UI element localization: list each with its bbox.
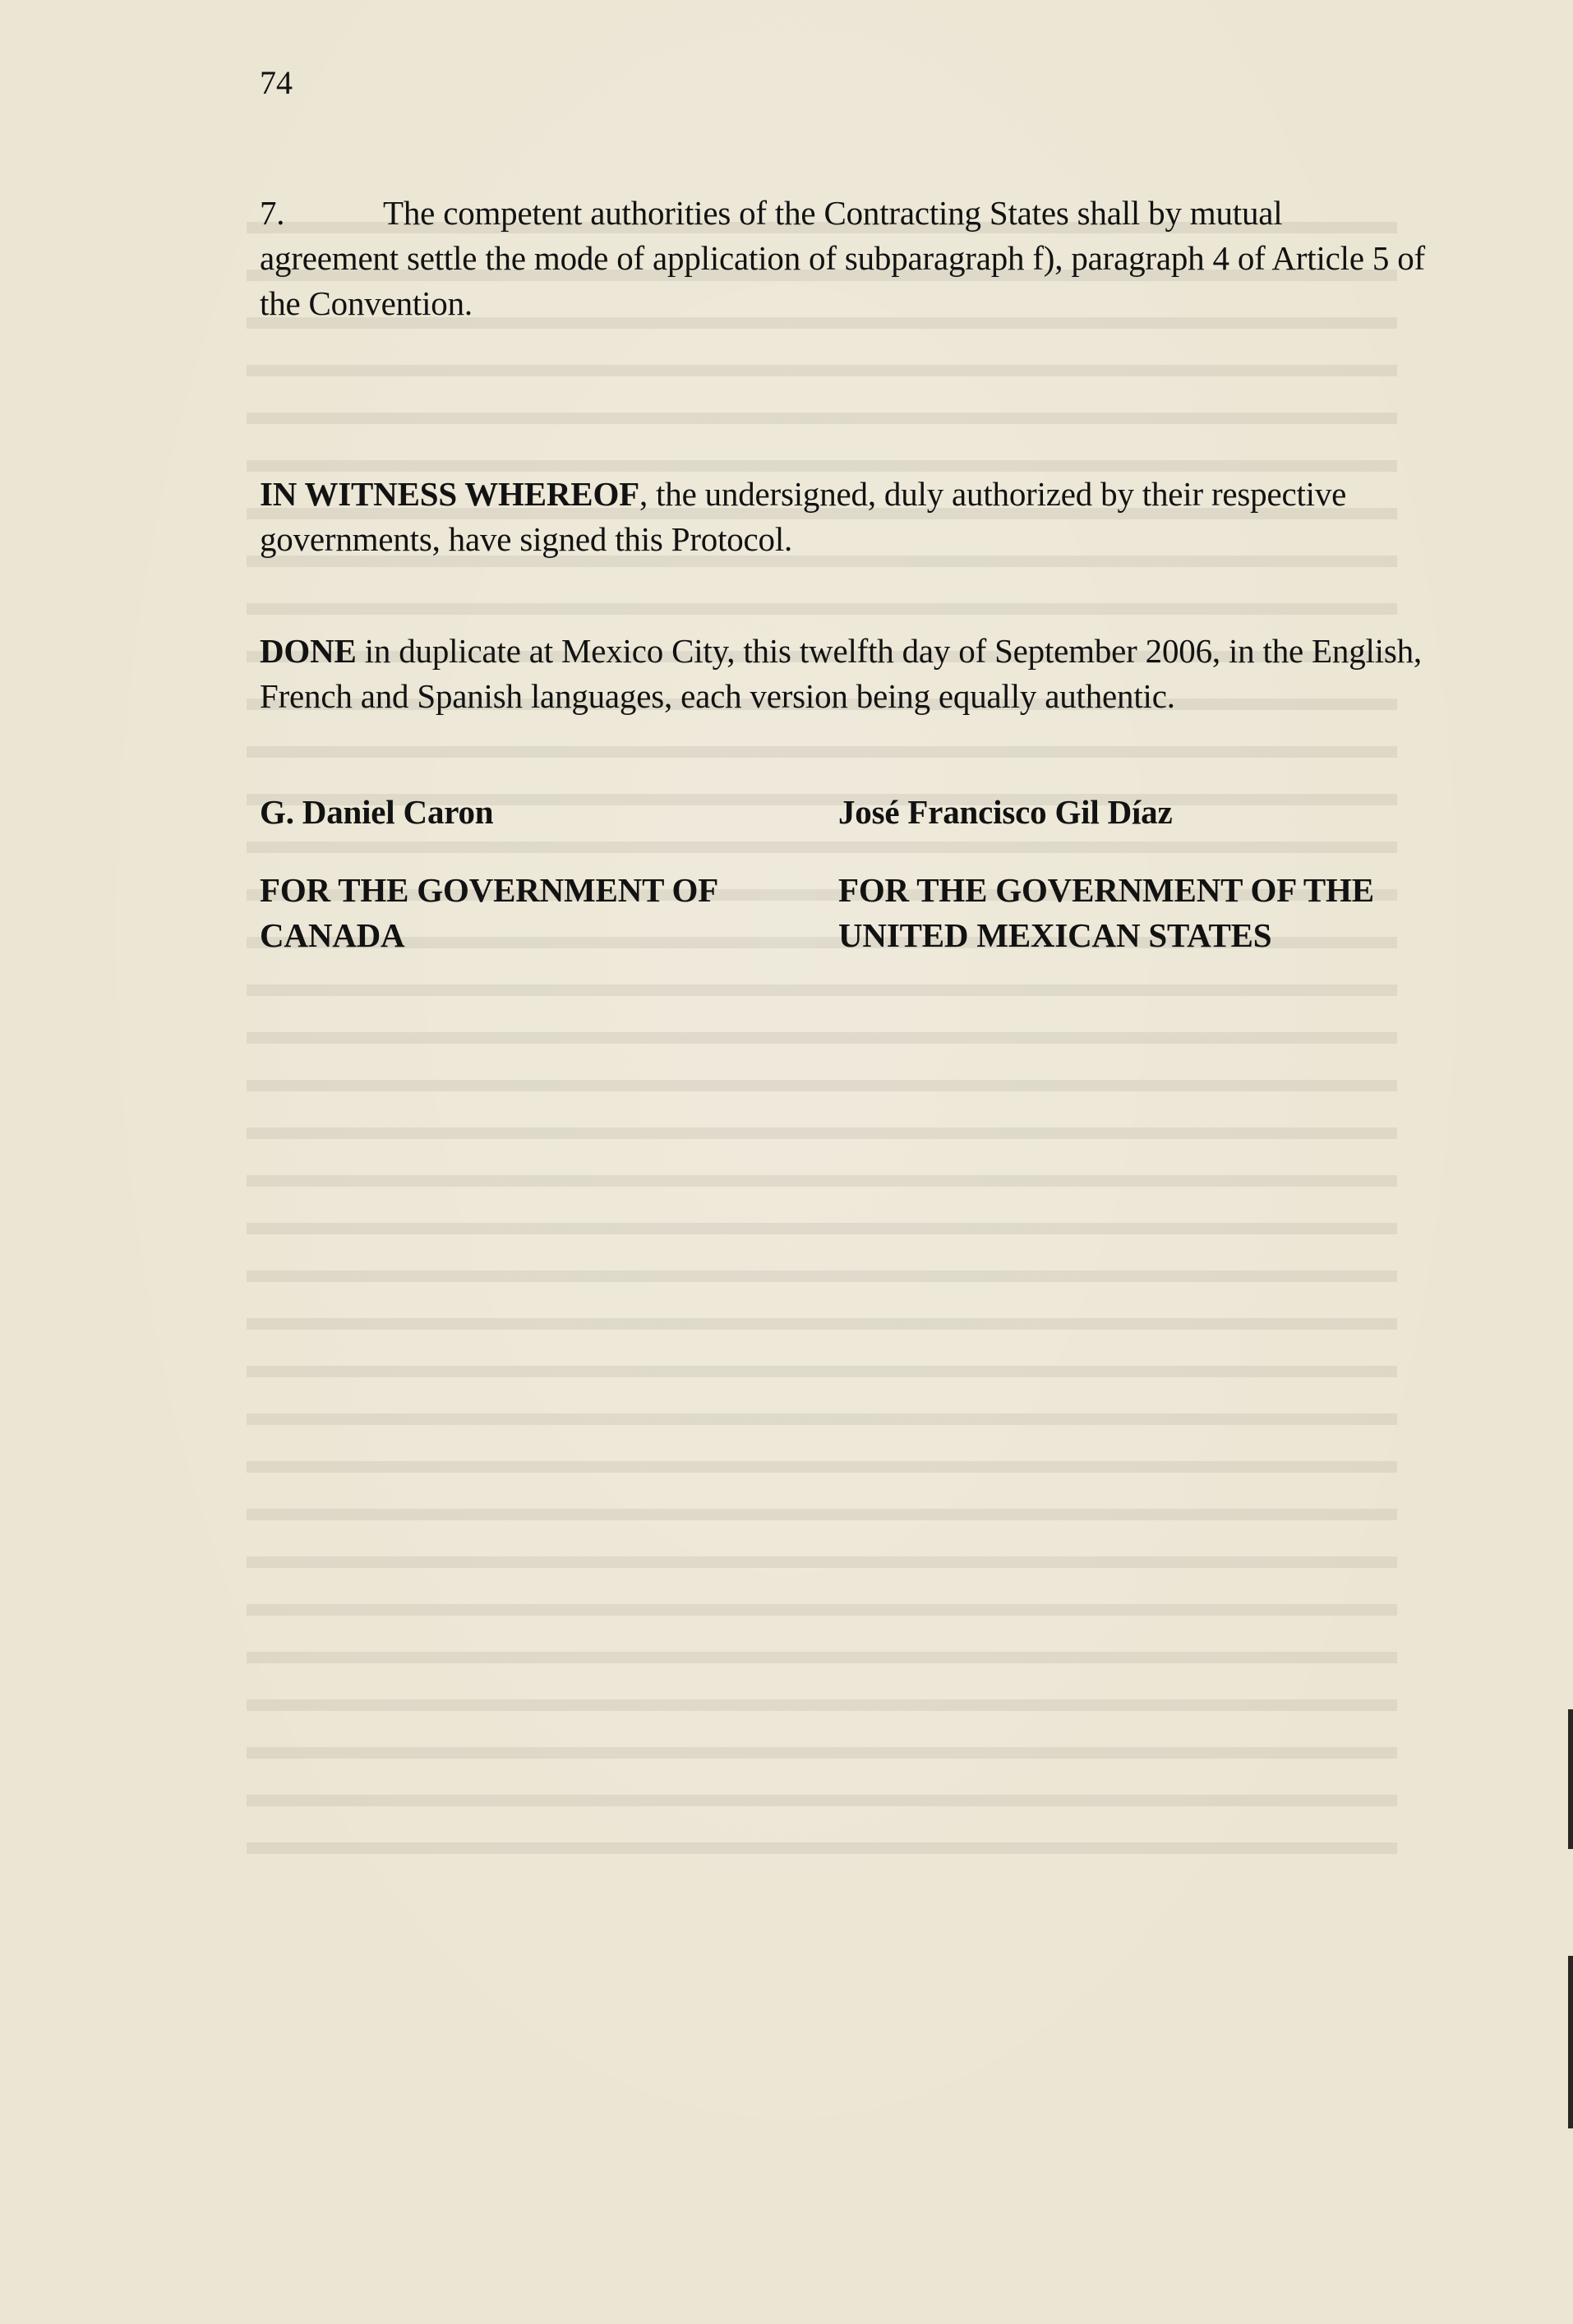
done-text: in duplicate at Mexico City, this twelfth day of September 2006, in the English, French and Spanish languages, each version being equally authentic. [260,632,1422,715]
page-edge-shadow [1568,1709,1573,1849]
done-lead: DONE [260,632,357,670]
paragraph-number: 7. [260,194,285,232]
done-clause [260,629,1427,719]
witness-clause [260,472,1427,562]
signatory-mexico-name: José Francisco Gil Díaz [838,793,1173,831]
paragraph-7 [260,191,1427,326]
page-number: 74 [260,64,293,101]
paragraph-7-text: The competent authorities of the Contracting States shall by mutual agreement settle the mode of application of subparagraph f), paragraph 4 of Article 5 of the Convention. [260,194,1425,322]
page-edge-shadow [1568,1956,1573,2128]
signatory-canada-government: FOR THE GOVERNMENT OF CANADA [260,871,717,954]
witness-text: , the undersigned, duly authorized by their respective governments, have signed this Protocol. [260,475,1347,558]
signatory-canada-name: G. Daniel Caron [260,793,494,831]
bleed-through-texture [247,205,1397,1890]
witness-lead: IN WITNESS WHEREOF [260,475,639,513]
signatory-mexico-government: FOR THE GOVERNMENT OF THE UNITED MEXICAN STATES [838,871,1374,954]
